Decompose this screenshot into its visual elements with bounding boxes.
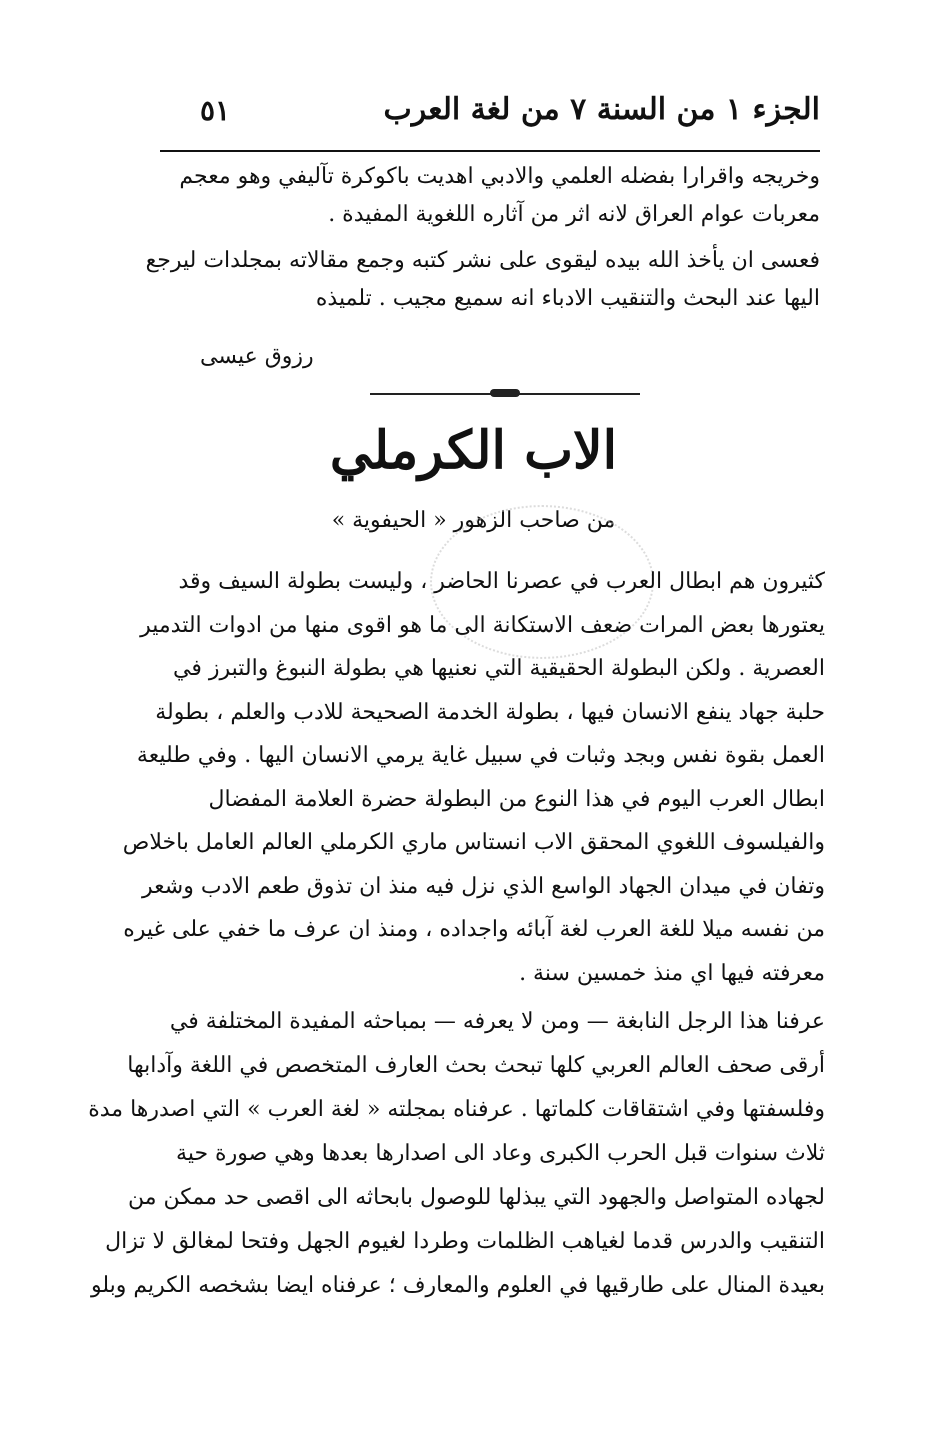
text-line: العصرية . ولكن البطولة الحقيقية التي نعنيها هي بطولة النبوغ والتبرز في	[173, 656, 825, 681]
text-line: من نفسه ميلا للغة العرب لغة آبائه واجداده ، ومنذ ان عرف ما خفي على غيره	[123, 917, 825, 942]
text-line: وتفان في ميدان الجهاد الواسع الذي نزل فيه منذ ان تذوق طعم الادب وشعر	[142, 873, 825, 899]
text-line: معرفته فيها اي منذ خمسين سنة .	[519, 960, 825, 986]
text-line: فعسى ان يأخذ الله بيده ليقوى على نشر كتبه وجمع مقالاته بمجلدات ليرجع	[145, 248, 820, 273]
text-line: ابطال العرب اليوم في هذا النوع من البطولة حضرة العلامة المفضال	[208, 786, 825, 812]
divider-ornament	[490, 389, 520, 397]
letter-closing-text	[145, 158, 820, 318]
text-line: أرقى صحف العالم العربي كلها تبحث بحث العارف المتخصص في اللغة وآدابها	[127, 1053, 825, 1078]
article-subtitle: من صاحب الزهور « الحيفوية »	[331, 508, 616, 533]
text-line: التنقيب والدرس قدما لغياهب الظلمات وطردا لغيوم الجهل وفتحا لمغالق لا تزال	[105, 1229, 825, 1254]
signature: رزوق عيسى	[200, 344, 314, 369]
text-line: وخريجه واقرارا بفضله العلمي والادبي اهديت باكوكرة تآليفي وهو معجم	[179, 164, 820, 189]
text-line: حلبة جهاد ينفع الانسان فيها ، بطولة الخدمة الصحيحة للادب والعلم ، بطولة	[155, 699, 825, 725]
text-line: لجهاده المتواصل والجهود التي يبذلها للوصول بابحاثه الى اقصى حد ممكن من	[127, 1185, 825, 1210]
article-title: الاب الكرملي	[329, 420, 618, 481]
text-line: يعتورها بعض المرات ضعف الاستكانة الى ما هو اقوى منها من ادوات التدمير	[140, 612, 825, 638]
text-line: بعيدة المنال على طارقيها في العلوم والمعارف ؛ عرفناه ايضا بشخصه الكريم وبلو	[90, 1273, 825, 1298]
text-line: عرفنا هذا الرجل النابغة — ومن لا يعرفه — بمباحثه المفيدة المختلفة في	[169, 1009, 825, 1034]
text-line: كثيرون هم ابطال العرب في عصرنا الحاضر ، وليست بطولة السيف وقد	[178, 569, 825, 594]
text-line: معربات عوام العراق لانه اثر من آثاره اللغوية المفيدة .	[328, 202, 820, 227]
header-rule	[160, 150, 820, 152]
text-line: وفلسفتها وفي اشتقاقات كلماتها . عرفناه بمجلته « لغة العرب » التي اصدرها مدة	[88, 1097, 825, 1122]
running-header	[160, 92, 820, 142]
article-paragraph-1	[122, 560, 825, 995]
text-line: والفيلسوف اللغوي المحقق الاب انستاس ماري الكرملي العالم العامل باخلاص	[122, 830, 825, 855]
text-line: العمل بقوة نفس وبجد وثبات في سبيل غاية يرمي الانسان اليها . وفي طليعة	[136, 743, 825, 768]
text-line: ثلاث سنوات قبل الحرب الكبرى وعاد الى اصدارها بعدها وهي صورة حية	[176, 1141, 825, 1166]
header-title: الجزء ١ من السنة ٧ من لغة العرب	[383, 92, 820, 127]
page-number: ٥١	[200, 94, 231, 127]
article-paragraph-2	[88, 1000, 825, 1308]
text-line: اليها عند البحث والتنقيب الادباء انه سميع مجيب . تلميذه	[315, 286, 820, 311]
